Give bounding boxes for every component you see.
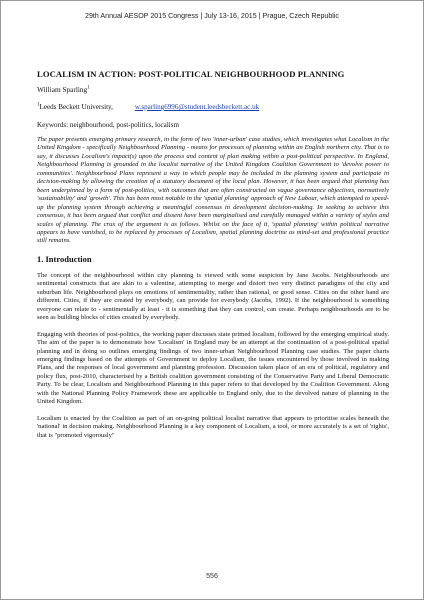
abstract-paragraph: The paper presents emerging primary research, in the form of two 'inner-urban' case studies, which investigates what Localism in the United Kingdom - specifically Neighbourhood Planning - means for processes of planning within an English northern city. That is to say, it discusses Localism's impact(s) upon the process and content of plan making within a post-political perspective. In England, Neighbourhood Planning is grounded in the localist narrative of the United Kingdom Coalition Government to 'devolve power to communities'. Neighbourhood Plans represent a way in which people may be included in the planning system and participate in decision-making by allowing the creation of a statutory document of the local plan. However, it has been argued that planning has been underpinned by a form of post-politics, with outcomes that are often constructed on vague governance objectives, normatively 'sustainability' and 'growth'. This has been most notable in the 'spatial planning' approach of New Labour, which attempted to speed-up the planning system through achieving a meaningful consensus in development decision-making. In seeking to achieve this consensus, it has been argued that conflict and dissent have been marginalised and carefully managed within a variety of styles and scales of planning. The crux of the argument is as follows. Whilst on the face of it, 'spatial planning' within political narrative appears to have vanished, to be replaced by processes of Localism, spatial planning doctrine as mind-set and professional practice still remains. — [37, 136, 389, 245]
keywords-line: Keywords: neighbourhood, post-politics, localism — [37, 121, 180, 129]
author-email-link[interactable]: w.sparling6996@student.leedsbeckett.ac.uk — [134, 103, 260, 111]
conference-header: 29th Annual AESOP 2015 Congress | July 13-16, 2015 | Prague, Czech Republic — [85, 12, 339, 20]
author-line — [37, 85, 389, 94]
section-heading-introduction: 1. Introduction — [37, 253, 92, 264]
body-paragraph: Localism is enacted by the Coalition as part of an on-going political localist narrative that appears to prioritise scales beneath the 'national' in decision making. Neighbourhood Planning is a key component of Localism, a tool, or more accurately is a set of 'rights', that is "promoted vigorously" — [37, 414, 389, 439]
paper-content — [37, 69, 389, 448]
body-paragraph: Engaging with theories of post-politics, the working paper discusses state primed localism, followed by the emerging empirical study. The aim of the paper is to demonstrate how 'Localism' in England may be an attempt at the continuation of a post-political spatial planning and in doing so outlines emerging findings of two inner-urban Neighbourhood Planning case studies. The paper charts emerging findings based on the attempts of Government to deploy Localism, the issues encountered by those involved in making Plans, and the responses of local government and planning profession. Discussion taken place of an era of political, regulatory and policy flux, post-2010, characterised by a British coalition government consisting of the Conservative Party and Liberal Democratic Party. To be clear, Localism and Neighbourhood Planning in this paper refers to that developed by the Coalition Government. Along with the National Planning Policy Framework these are applicable to England only, due to the devolved nature of planning in the United Kingdom. — [37, 330, 389, 406]
page-number: 556 — [206, 573, 218, 580]
paper-title: LOCALISM IN ACTION: POST-POLITICAL NEIGHBOURHOOD PLANNING — [37, 69, 345, 79]
author-name: William Sparling — [37, 85, 88, 94]
author-superscript: 1 — [87, 85, 90, 91]
affiliation-name: Leeds Beckett University, — [39, 103, 113, 111]
body-paragraph: The concept of the neighbourhood within city planning is viewed with some suspicion by Jane Jacobs. Neighbourhoods are sentimental constructs that are akin to a valentine, attempting to merge and distort two very distinct paradigms of the city and suburban life. Neighbourhood plays on emotions of sentimentality, rather than rational, or good sense. Cities on the other hand are different. Cities, if they are created by everybody, can provide for everybody (Jacobs, 1992). If the neighbourhood is something everyone can relate to - sentimentally at least - it is something that they can control, can create. Perhaps neighbourhoods are to be seen as building blocks of cities created by everybody. — [37, 271, 389, 322]
affiliation-line — [37, 103, 389, 111]
affiliation-superscript: 1 — [37, 102, 40, 108]
